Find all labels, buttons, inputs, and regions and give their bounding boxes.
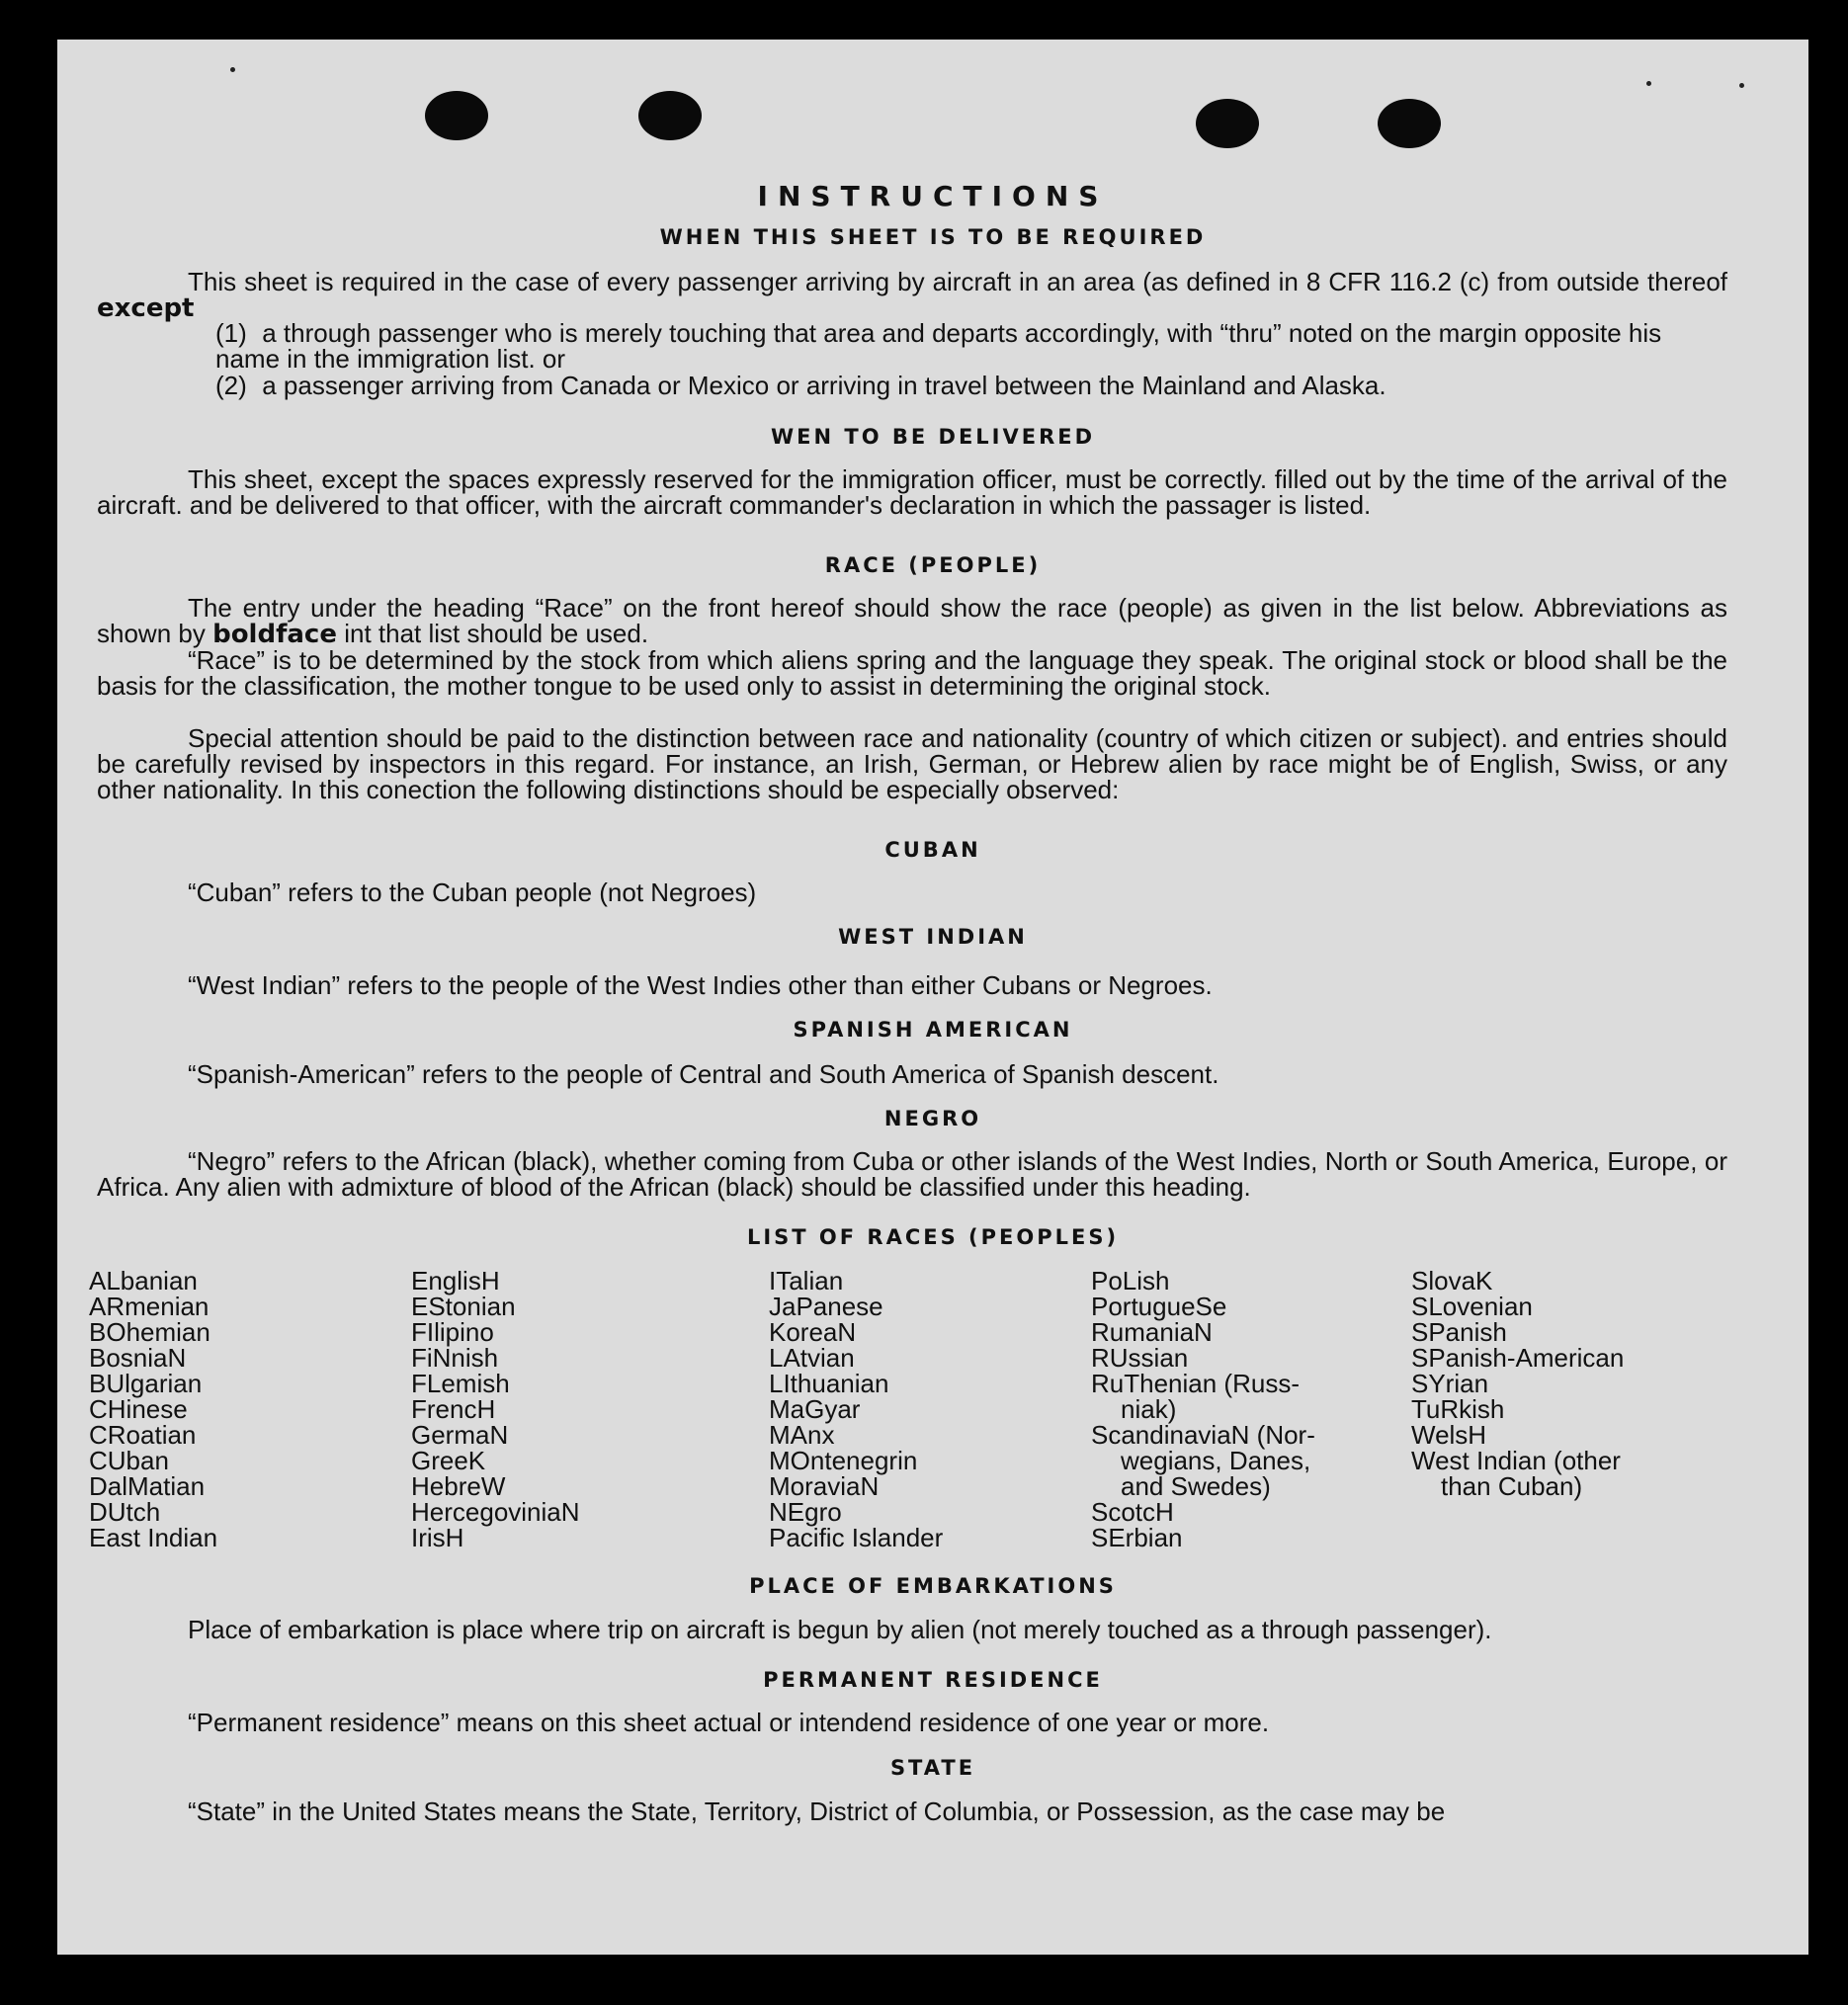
race-entry: SPanish-American: [1411, 1343, 1625, 1373]
race-entry: MAnx: [769, 1420, 835, 1450]
race-entry: West Indian (other: [1411, 1446, 1621, 1475]
race-entry-continued: wegians, Danes,: [1121, 1446, 1311, 1475]
race-entry: MOntenegrin: [769, 1446, 918, 1475]
race-column-3: [769, 1268, 943, 1550]
race-entry: WelsH: [1411, 1420, 1487, 1450]
punch-hole: [1196, 99, 1259, 148]
race-entry: SErbian: [1091, 1523, 1183, 1552]
race-column-1: [89, 1268, 217, 1550]
when-delivered-text: This sheet, except the spaces expressly reserved for the immigration officer, must be correctly. filled out by the time of the arrival of the aircraft. and be delivered to that officer, with the aircraft commander's declaration in which the passager is listed.: [97, 464, 1727, 520]
race-entry: BOhemian: [89, 1317, 210, 1347]
race-entry-continued: than Cuban): [1441, 1471, 1583, 1501]
race-entry: NEgro: [769, 1497, 842, 1527]
race-entry: Pacific Islander: [769, 1523, 944, 1552]
race-entry: FIlipino: [411, 1317, 494, 1347]
race-entry: EStonian: [411, 1292, 516, 1321]
heading-when-required: WHEN THIS SHEET IS TO BE REQUIRED: [659, 225, 1207, 249]
state-text: “State” in the United States means the State, Territory, District of Columbia, or Possession, as the case may be: [188, 1796, 1446, 1826]
negro-text: “Negro” refers to the African (black), whether coming from Cuba or other islands of the West Indies, North or South America, Europe, or Africa. Any alien with admixture of blood of the African (black) should be classified under this heading.: [97, 1146, 1727, 1202]
race-entry: TuRkish: [1411, 1394, 1505, 1424]
race-entry: CHinese: [89, 1394, 188, 1424]
race-entry: GreeK: [411, 1446, 486, 1475]
race-entry: ITalian: [769, 1266, 844, 1295]
race-entry: FrencH: [411, 1394, 496, 1424]
heading-permanent-residence: PERMANENT RESIDENCE: [763, 1668, 1103, 1692]
race-entry: LAtvian: [769, 1343, 855, 1373]
race-column-5: [1411, 1268, 1624, 1499]
heading-embarkation: PLACE OF EMBARKATIONS: [749, 1574, 1117, 1598]
race-entry: GermaN: [411, 1420, 509, 1450]
race-entry: ScotcH: [1091, 1497, 1174, 1527]
race-entry: SYrian: [1411, 1369, 1489, 1398]
race-entry: BUlgarian: [89, 1369, 203, 1398]
exception-item-2: (2) a passenger arriving from Canada or Mexico or arriving in travel between the Mainland and Alaska.: [215, 371, 1386, 400]
heading-when-delivered: WEN TO BE DELIVERED: [770, 425, 1096, 449]
race-entry: PoLish: [1091, 1266, 1170, 1295]
race-entry: JaPanese: [769, 1292, 883, 1321]
race-entry: CUban: [89, 1446, 169, 1475]
speck: [230, 67, 235, 72]
heading-cuban: CUBAN: [884, 838, 981, 862]
race-entry: KoreaN: [769, 1317, 857, 1347]
race-column-2: [411, 1268, 580, 1550]
race-entry: DalMatian: [89, 1471, 206, 1501]
race-entry-continued: and Swedes): [1121, 1471, 1271, 1501]
race-entry: LIthuanian: [769, 1369, 889, 1398]
race-entry: RumaniaN: [1091, 1317, 1213, 1347]
race-entry: SLovenian: [1411, 1292, 1533, 1321]
race-entry: ALbanian: [89, 1266, 198, 1295]
race-entry: East Indian: [89, 1523, 218, 1552]
race-entry-continued: niak): [1121, 1394, 1177, 1424]
race-entry: PortugueSe: [1091, 1292, 1227, 1321]
punch-hole: [638, 91, 702, 140]
exception-item-1: (1) a through passenger who is merely touching that area and departs accordingly, with “thru” noted on the margin opposite his name in the immigration list. or: [215, 318, 1662, 374]
heading-state: STATE: [889, 1756, 976, 1780]
race-paragraph-3: Special attention should be paid to the distinction between race and nationality (country of which citizen or subject). and entries should be carefully revised by inspectors in this regard. For instance, an Irish, German, or Hebrew alien by race might be of English, Swiss, or any other nationality. In this conection the following distinctions should be especially observed:: [97, 723, 1727, 804]
spanish-american-text: “Spanish-American” refers to the people of Central and South America of Spanish descent.: [188, 1059, 1219, 1089]
race-paragraph-1: The entry under the heading “Race” on the front hereof should show the race (people) as given in the list below. Abbreviations as shown by boldface int that list should be used.: [97, 593, 1727, 649]
race-entry: FiNnish: [411, 1343, 499, 1373]
race-entry: RuThenian (Russ-: [1091, 1369, 1300, 1398]
residence-text: “Permanent residence” means on this sheet actual or intendend residence of one year or more.: [188, 1708, 1270, 1737]
punch-hole: [1378, 99, 1441, 148]
cuban-text: “Cuban” refers to the Cuban people (not Negroes): [188, 877, 757, 907]
heading-negro: NEGRO: [883, 1107, 982, 1130]
race-entry: HebreW: [411, 1471, 506, 1501]
race-entry: RUssian: [1091, 1343, 1189, 1373]
except-bold: except: [97, 293, 195, 323]
race-entry: EnglisH: [411, 1266, 500, 1295]
heading-spanish-american: SPANISH AMERICAN: [793, 1018, 1073, 1042]
race-entry: HercegoviniaN: [411, 1497, 580, 1527]
when-required-intro: This sheet is required in the case of every passenger arriving by aircraft in an area (as defined in 8 CFR 116.2 (c) from outside thereof except: [97, 267, 1727, 323]
race-entry: ARmenian: [89, 1292, 210, 1321]
race-entry: SlovaK: [1411, 1266, 1493, 1295]
race-entry: SPanish: [1411, 1317, 1507, 1347]
heading-west-indian: WEST INDIAN: [838, 925, 1028, 949]
punch-hole: [425, 91, 488, 140]
race-entry: BosniaN: [89, 1343, 187, 1373]
west-indian-text: “West Indian” refers to the people of the West Indies other than either Cubans or Negroes.: [188, 970, 1213, 1000]
race-entry: IrisH: [411, 1523, 464, 1552]
page-title: INSTRUCTIONS: [757, 180, 1109, 212]
embarkation-text: Place of embarkation is place where trip on aircraft is begun by alien (not merely touched as a through passenger).: [188, 1615, 1492, 1644]
boldface-word: boldface: [212, 620, 337, 649]
heading-list-of-races: LIST OF RACES (PEOPLES): [746, 1225, 1120, 1249]
race-paragraph-2: “Race” is to be determined by the stock from which aliens spring and the language they speak. The original stock or blood shall be the basis for the classification, the mother tongue to be used only to assist in determining the original stock.: [97, 645, 1727, 701]
race-entry: MoraviaN: [769, 1471, 880, 1501]
race-entry: CRoatian: [89, 1420, 197, 1450]
heading-race: RACE (PEOPLE): [824, 553, 1042, 577]
race-entry: DUtch: [89, 1497, 161, 1527]
race-entry: ScandinaviaN (Nor-: [1091, 1420, 1315, 1450]
race-entry: FLemish: [411, 1369, 510, 1398]
speck: [1739, 83, 1744, 88]
document-page: [57, 40, 1808, 1955]
speck: [1646, 81, 1651, 86]
race-column-4: [1091, 1268, 1315, 1550]
race-entry: MaGyar: [769, 1394, 861, 1424]
